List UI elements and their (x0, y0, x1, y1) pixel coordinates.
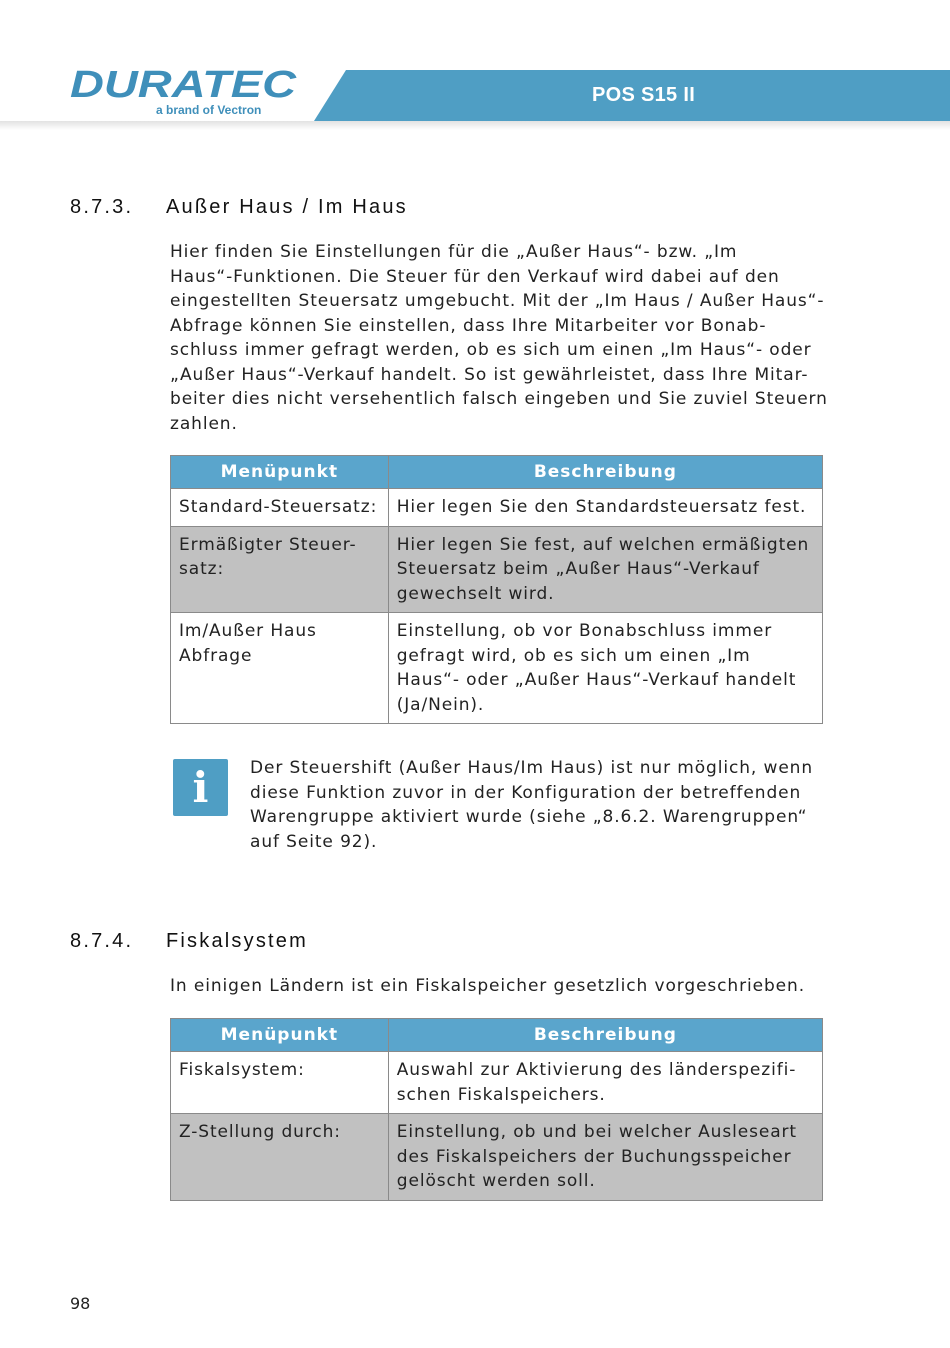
section-title: Außer Haus / Im Haus (166, 196, 408, 218)
section-heading-874 (70, 930, 308, 953)
cell-beschreibung (388, 1052, 822, 1114)
table-row (171, 489, 823, 527)
logo-tagline: a brand of Vectron (156, 103, 262, 117)
cell-line: Einstellung, ob vor Bonabschluss immer (396, 621, 773, 641)
cell-beschreibung (388, 613, 822, 724)
info-icon (173, 759, 228, 816)
column-header-beschreibung: Beschreibung (388, 1019, 822, 1052)
cell-line: (Ja/Nein). (396, 694, 485, 715)
duratec-logo (70, 68, 300, 102)
cell-line: gewechselt wird. (396, 583, 555, 604)
table-header-row (171, 1019, 823, 1052)
page-header (0, 0, 950, 135)
paragraph-line: Hier finden Sie Einstellungen für die „Außer Haus“- bzw. „Im (170, 242, 738, 262)
paragraph-line: beiter dies nicht versehentlich falsch eingeben und Sie zuviel Steuern (170, 389, 828, 409)
section-874-paragraph (170, 974, 830, 999)
note-line: Der Steuershift (Außer Haus/Im Haus) ist nur möglich, wenn (250, 758, 814, 778)
cell-line: Im/Außer Haus (179, 621, 317, 641)
cell-line: Ermäßigter Steuer- (179, 534, 357, 555)
note-line: auf Seite 92). (250, 831, 378, 852)
table-row (171, 1114, 823, 1201)
cell-line: des Fiskalspeichers der Buchungsspeicher (396, 1146, 792, 1167)
paragraph-line: „Außer Haus“-Verkauf handelt. So ist gewährleistet, dass Ihre Mitar- (170, 364, 809, 385)
table-header-row (171, 456, 823, 489)
cell-line: schen Fiskalspeichers. (396, 1084, 606, 1105)
column-header-menuepunkt: Menüpunkt (171, 456, 389, 489)
cell-line: Fiskalsystem: (179, 1060, 305, 1080)
section-number: 8.7.3. (70, 196, 134, 218)
paragraph-line: Abfrage können Sie einstellen, dass Ihre Mitarbeiter vor Bonab- (170, 315, 767, 336)
cell-line: Hier legen Sie den Standardsteuersatz fest. (396, 497, 807, 517)
paragraph-line: In einigen Ländern ist ein Fiskalspeicher gesetzlich vorgeschrieben. (170, 976, 806, 996)
cell-line: gelöscht werden soll. (396, 1171, 596, 1191)
note-line: Warengruppe aktiviert wurde (siehe „8.6.2. Warengruppen“ (250, 807, 808, 827)
info-note (250, 756, 830, 854)
product-name: POS S15 II (592, 84, 696, 106)
cell-line: Abfrage (179, 645, 253, 666)
table-row (171, 1052, 823, 1114)
cell-line: Hier legen Sie fest, auf welchen ermäßigten (396, 534, 810, 555)
paragraph-line: schluss immer gefragt werden, ob es sich um einen „Im Haus“- oder (170, 340, 812, 360)
cell-menuepunkt (171, 1114, 389, 1201)
column-header-menuepunkt: Menüpunkt (171, 1019, 389, 1052)
settings-table-873 (170, 455, 823, 724)
header-shadow (0, 121, 950, 130)
cell-line: gefragt wird, ob es sich um einen „Im (396, 645, 751, 666)
cell-line: Z-Stellung durch: (179, 1122, 341, 1142)
cell-line: satz: (179, 559, 225, 579)
paragraph-line: eingestellten Steuersatz umgebucht. Mit der „Im Haus / Außer Haus“- (170, 291, 825, 311)
table-row (171, 526, 823, 613)
info-icon-glyph: i (192, 763, 209, 812)
note-line: diese Funktion zuvor in der Konfiguration der betreffenden (250, 782, 802, 803)
section-title: Fiskalsystem (166, 930, 308, 952)
cell-beschreibung (388, 526, 822, 613)
cell-menuepunkt (171, 526, 389, 613)
cell-line: Haus“- oder „Außer Haus“-Verkauf handelt (396, 670, 797, 690)
page-number: 98 (70, 1294, 91, 1313)
cell-beschreibung (388, 1114, 822, 1201)
logo-text: DURATEC (70, 68, 297, 102)
section-heading-873 (70, 196, 408, 219)
cell-menuepunkt (171, 613, 389, 724)
cell-menuepunkt (171, 489, 389, 527)
cell-menuepunkt (171, 1052, 389, 1114)
paragraph-line: Haus“-Funktionen. Die Steuer für den Verkauf wird dabei auf den (170, 266, 780, 287)
cell-line: Auswahl zur Aktivierung des länderspezifi- (396, 1060, 797, 1080)
paragraph-line: zahlen. (170, 413, 238, 434)
section-873-paragraph (170, 240, 830, 436)
section-number: 8.7.4. (70, 930, 134, 952)
cell-line: Standard-Steuersatz: (179, 497, 378, 517)
cell-line: Steuersatz beim „Außer Haus“-Verkauf (396, 559, 760, 579)
cell-beschreibung (388, 489, 822, 527)
column-header-beschreibung: Beschreibung (388, 456, 822, 489)
settings-table-874 (170, 1018, 823, 1201)
cell-line: Einstellung, ob und bei welcher Ausleseart (396, 1122, 797, 1142)
table-row (171, 613, 823, 724)
